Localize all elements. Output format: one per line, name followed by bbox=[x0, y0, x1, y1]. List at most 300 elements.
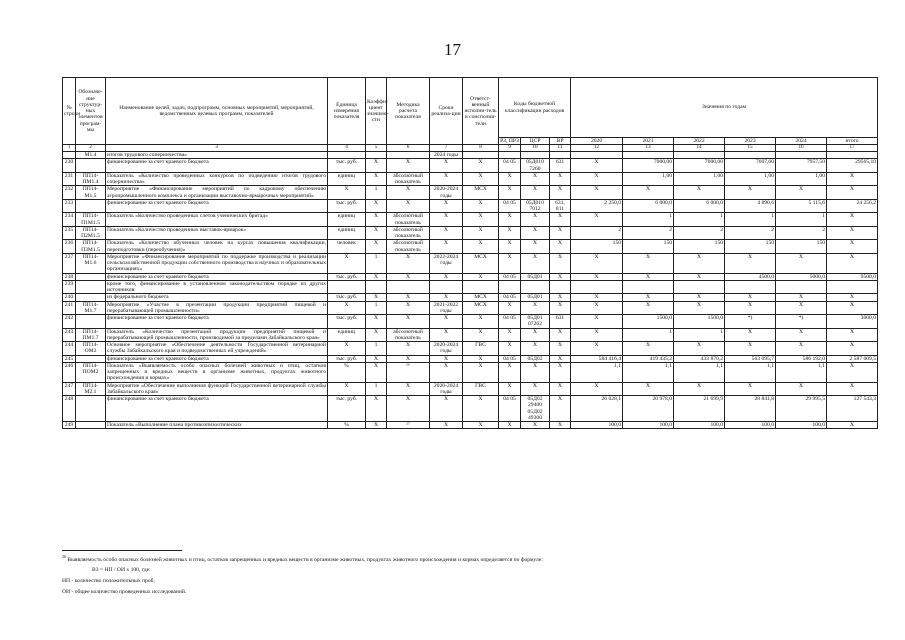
row-2020: 1,1 bbox=[571, 362, 623, 382]
row-code: ПП14-М1.6 bbox=[76, 253, 106, 273]
row-2021: 150 bbox=[623, 240, 674, 254]
column-number: 16 bbox=[776, 145, 827, 152]
row-2022: 150 bbox=[674, 240, 725, 254]
row-rz: Х bbox=[499, 342, 521, 356]
row-csr: Х bbox=[521, 342, 550, 356]
row-2020: 2 bbox=[571, 226, 623, 240]
row-name: финансирование за счет краевого бюджета bbox=[106, 355, 328, 362]
row-coefficient: Х bbox=[366, 396, 387, 422]
row-2022: 100,0 bbox=[674, 422, 725, 429]
row-unit: тыс. руб. bbox=[328, 396, 366, 422]
row-2024: 100,0 bbox=[776, 422, 827, 429]
row-vr: Х bbox=[550, 213, 571, 227]
row-term: Х bbox=[430, 213, 463, 227]
row-2021: Х bbox=[623, 273, 674, 280]
row-2024: *) bbox=[776, 315, 827, 329]
row-vr: 631 bbox=[550, 315, 571, 329]
row-csr: 05Д010 7012 bbox=[521, 199, 550, 213]
row-2024: 5 115,6 bbox=[776, 199, 827, 213]
row-2020 bbox=[571, 280, 623, 294]
row-total: Х bbox=[827, 362, 878, 382]
row-coefficient: Х bbox=[366, 355, 387, 362]
row-responsible: Х bbox=[463, 226, 499, 240]
row-csr: 05Д01 bbox=[521, 273, 550, 280]
row-vr: 631, 811 bbox=[550, 199, 571, 213]
row-term: Х bbox=[430, 159, 463, 173]
row-unit: тыс. руб. bbox=[328, 159, 366, 173]
table-row bbox=[63, 280, 878, 294]
row-code: ПП14-ПОМ2 bbox=[76, 362, 106, 382]
row-2022: Х bbox=[674, 273, 725, 280]
row-coefficient: Х bbox=[366, 315, 387, 329]
row-number: 240 bbox=[63, 294, 76, 301]
row-code: ПП14-М2.1 bbox=[76, 382, 106, 396]
header-term: Сроки реализа-ции bbox=[430, 78, 463, 145]
row-coefficient: Х bbox=[366, 422, 387, 429]
row-rz: 04 05 bbox=[499, 315, 521, 329]
row-number: 243 bbox=[63, 328, 76, 342]
row-2020: Х bbox=[571, 159, 623, 173]
row-csr: Х bbox=[521, 240, 550, 254]
row-responsible bbox=[463, 152, 499, 159]
row-number: 234 bbox=[63, 213, 76, 227]
row-2023: 4500,0 bbox=[725, 273, 776, 280]
row-csr: Х bbox=[521, 301, 550, 315]
row-name: Основное мероприятие «Обеспечение деятельности Государственной ветеринарной службы Забайкальского края и подведомственных ей учреждений» bbox=[107, 342, 326, 355]
row-rz: Х bbox=[499, 172, 521, 186]
program-table bbox=[62, 77, 878, 429]
row-2020: 26 028,1 bbox=[571, 396, 623, 422]
row-2022: Х bbox=[674, 342, 725, 356]
row-name: Показатель «Количество проведенных слетов ученических бригад» bbox=[106, 213, 328, 227]
row-method: Х bbox=[387, 396, 430, 422]
row-2024: Х bbox=[776, 342, 827, 356]
row-total: Х bbox=[827, 382, 878, 396]
row-term: Х bbox=[430, 422, 463, 429]
table-row bbox=[63, 253, 878, 273]
table-row bbox=[63, 159, 878, 173]
row-term: 2020-2024 годы bbox=[430, 186, 463, 200]
row-name: финансирование за счет краевого бюджета bbox=[106, 396, 328, 422]
row-2022: 1500,0 bbox=[674, 315, 725, 329]
row-2023: 150 bbox=[725, 240, 776, 254]
row-unit: % bbox=[328, 362, 366, 382]
row-term: Х bbox=[430, 315, 463, 329]
row-unit: тыс. руб. bbox=[328, 294, 366, 301]
row-2024: Х bbox=[776, 294, 827, 301]
row-2020: Х bbox=[571, 253, 623, 273]
row-csr: Х bbox=[521, 328, 550, 342]
row-term: Х bbox=[430, 328, 463, 342]
row-total: 127 543,3 bbox=[827, 396, 878, 422]
row-responsible: Х bbox=[463, 315, 499, 329]
header-unit: Единица измерения показателя bbox=[328, 78, 366, 145]
row-2023: 4 890,6 bbox=[725, 199, 776, 213]
row-2022: Х bbox=[674, 301, 725, 315]
row-method: Х bbox=[387, 253, 430, 273]
row-2023 bbox=[725, 152, 776, 159]
row-number: 236 bbox=[63, 240, 76, 254]
column-number: 15 bbox=[725, 145, 776, 152]
row-unit: единиц bbox=[328, 172, 366, 186]
row-coefficient: Х bbox=[366, 199, 387, 213]
row-name: финансирование за счет краевого бюджета bbox=[106, 159, 328, 173]
row-total: Х bbox=[827, 186, 878, 200]
row-2021: Х bbox=[623, 342, 674, 356]
row-rz: Х bbox=[499, 213, 521, 227]
row-term: Х bbox=[430, 226, 463, 240]
row-name: Мероприятие «Обеспечение выполнения функций Государственной ветеринарной службы Забайкальского края» bbox=[107, 382, 326, 395]
row-number: 246 bbox=[63, 362, 76, 382]
row-total: 9500,0 bbox=[827, 273, 878, 280]
row-csr: Х bbox=[521, 362, 550, 382]
row-2024: 1 bbox=[776, 213, 827, 227]
row-2024 bbox=[776, 152, 827, 159]
row-csr bbox=[521, 152, 550, 159]
row-term: Х bbox=[430, 172, 463, 186]
row-2024: 2 bbox=[776, 226, 827, 240]
row-rz: Х bbox=[499, 186, 521, 200]
table-row bbox=[63, 315, 878, 329]
row-total: 24 256,2 bbox=[827, 199, 878, 213]
row-code: ПП14-М1.7 bbox=[76, 301, 106, 315]
row-coefficient: 1 bbox=[366, 186, 387, 200]
row-2023: 28 841,8 bbox=[725, 396, 776, 422]
row-term: Х bbox=[430, 362, 463, 382]
header-rz: РЗ, ПРЗ bbox=[500, 138, 519, 144]
row-number: 242 bbox=[63, 315, 76, 329]
row-2021: 1500,0 bbox=[623, 315, 674, 329]
column-number: 2 bbox=[76, 145, 106, 152]
row-2022: 2 bbox=[674, 226, 725, 240]
row-method: Х bbox=[387, 294, 430, 301]
header-method: Методика расчета показателя bbox=[387, 78, 430, 145]
row-vr: Х bbox=[550, 226, 571, 240]
row-name: кроме того, финансирование в установленном законодательством порядке из других источников: bbox=[107, 280, 326, 294]
table-row bbox=[63, 355, 878, 362]
row-2022 bbox=[674, 152, 725, 159]
table-row bbox=[63, 213, 878, 227]
row-number: 232 bbox=[63, 186, 76, 200]
column-number: 14 bbox=[674, 145, 725, 152]
table-row bbox=[63, 240, 878, 254]
table-row bbox=[63, 199, 878, 213]
row-unit: тыс. руб. bbox=[328, 199, 366, 213]
row-2022: Х bbox=[674, 186, 725, 200]
row-total: Х bbox=[827, 172, 878, 186]
header-name: Наименование целей, задач, подпрограмм, основных мероприятий, мероприятий, ведомственных целевых программ, показателей bbox=[106, 78, 328, 145]
row-code: ПП14-П3М1.5 bbox=[76, 240, 106, 254]
row-vr: Х bbox=[550, 342, 571, 356]
row-term: 2024 годы bbox=[430, 152, 463, 159]
column-number: 8 bbox=[463, 145, 499, 152]
row-total: 2 587 009,5 bbox=[827, 355, 878, 362]
row-rz: 04 05 bbox=[499, 273, 521, 280]
row-2020: 150 bbox=[571, 240, 623, 254]
row-unit: единиц bbox=[328, 328, 366, 342]
row-responsible: МСХ bbox=[463, 253, 499, 273]
row-rz: Х bbox=[499, 253, 521, 273]
row-2022: Х bbox=[674, 253, 725, 273]
row-coefficient: Х bbox=[366, 362, 387, 382]
row-method: ²⁶ bbox=[387, 362, 430, 382]
row-number: 247 bbox=[63, 382, 76, 396]
row-term: Х bbox=[430, 294, 463, 301]
footnote-rule bbox=[62, 550, 182, 551]
table-row bbox=[63, 273, 878, 280]
row-unit: человек bbox=[328, 240, 366, 254]
row-method: Х bbox=[387, 355, 430, 362]
row-responsible: МСХ bbox=[463, 186, 499, 200]
row-method bbox=[387, 152, 430, 159]
row-csr: 05Д02 bbox=[521, 355, 550, 362]
row-method: Х bbox=[387, 382, 430, 396]
table-row bbox=[63, 152, 878, 159]
row-total: 29565,10 bbox=[827, 159, 878, 173]
row-2023: 1,00 bbox=[725, 172, 776, 186]
row-csr: Х bbox=[521, 226, 550, 240]
row-code: ПП14-П2М1.5 bbox=[76, 226, 106, 240]
footnote-body: Выявляемость особо опасных болезней животных и птиц, остатков запрещенных и вредных веществ в организме животных, продуктах животного происхождения и кормах определяется по формуле: bbox=[67, 556, 543, 563]
row-name: Показатель «Количество проведенных конкурсов по подведению итогов трудового соперничества» bbox=[107, 172, 326, 186]
row-code bbox=[76, 294, 106, 301]
row-method: Х bbox=[387, 301, 430, 315]
row-term: 2022-2024 годы bbox=[430, 253, 463, 273]
row-name: Показатель «Выявляемость особо опасных болезней животных и птиц, остатков запрещенных и вредных веществ в организме животных, продуктах животного происхождения и кормах» bbox=[107, 362, 326, 382]
row-number: 249 bbox=[63, 422, 76, 429]
header-code: Обозначе-ние структур-ных элементов програм-мы bbox=[76, 78, 106, 145]
row-responsible: ГВС bbox=[463, 342, 499, 356]
row-responsible: Х bbox=[463, 328, 499, 342]
footnote-def-2: ОИ - общее количество проведенных исследований. bbox=[62, 588, 187, 595]
header-vr: ВР bbox=[550, 138, 571, 145]
row-2024: 586 192,0 bbox=[776, 355, 827, 362]
row-rz: 04 05 bbox=[499, 294, 521, 301]
row-2024: 150 bbox=[776, 240, 827, 254]
header-responsible: Ответст-венный исполни-тель и соисполни-тели bbox=[463, 78, 499, 145]
row-unit bbox=[328, 152, 366, 159]
row-2024: 1,00 bbox=[776, 172, 827, 186]
row-2022: 6 000,0 bbox=[674, 199, 725, 213]
table-row bbox=[63, 382, 878, 396]
row-2020: Х bbox=[571, 294, 623, 301]
row-2020: Х bbox=[571, 328, 623, 342]
row-2020: 2 250,0 bbox=[571, 199, 623, 213]
row-code: ПП14-П1М1.5 bbox=[76, 213, 106, 227]
table-row bbox=[63, 362, 878, 382]
row-method: Х bbox=[387, 199, 430, 213]
row-vr bbox=[550, 280, 571, 294]
row-total bbox=[827, 280, 878, 294]
row-2023 bbox=[725, 280, 776, 294]
row-2024: Х bbox=[776, 186, 827, 200]
column-number-row bbox=[63, 145, 878, 152]
row-2023: Х bbox=[725, 253, 776, 273]
row-2021 bbox=[623, 152, 674, 159]
footnote-text bbox=[62, 553, 862, 565]
row-2022: 433 870,2 bbox=[674, 355, 725, 362]
row-2021: Х bbox=[623, 301, 674, 315]
row-code bbox=[76, 422, 106, 429]
row-number: 237 bbox=[63, 253, 76, 273]
row-responsible: Х bbox=[463, 396, 499, 422]
row-code bbox=[76, 159, 106, 173]
row-responsible: Х bbox=[463, 422, 499, 429]
row-name: Мероприятие «Финансирование мероприятий по кадровому обеспечению агропромышленного комплекса и организации выставочно-ярмарочных мероприятий» bbox=[107, 186, 326, 199]
row-code bbox=[76, 280, 106, 294]
row-number: 230 bbox=[63, 159, 76, 173]
row-unit: Х bbox=[328, 342, 366, 356]
row-code bbox=[76, 199, 106, 213]
row-2023: Х bbox=[725, 328, 776, 342]
row-responsible bbox=[463, 280, 499, 294]
row-rz: Х bbox=[499, 362, 521, 382]
row-2020: Х bbox=[571, 301, 623, 315]
row-term: Х bbox=[430, 240, 463, 254]
header-csr: ЦСР bbox=[521, 138, 550, 145]
row-code bbox=[76, 315, 106, 329]
column-number: 7 bbox=[430, 145, 463, 152]
row-unit: Х bbox=[328, 382, 366, 396]
row-csr: Х bbox=[521, 422, 550, 429]
row-2022: 1,00 bbox=[674, 172, 725, 186]
row-2022: 1,1 bbox=[674, 362, 725, 382]
row-vr: Х bbox=[550, 172, 571, 186]
column-number: 5 bbox=[366, 145, 387, 152]
row-unit: Х bbox=[328, 301, 366, 315]
row-rz: Х bbox=[499, 422, 521, 429]
row-csr: 05Д01 bbox=[521, 294, 550, 301]
row-total: Х bbox=[827, 226, 878, 240]
row-coefficient: 1 bbox=[366, 253, 387, 273]
row-2020: Х bbox=[571, 342, 623, 356]
row-2023: 1,1 bbox=[725, 362, 776, 382]
row-2023: *) bbox=[725, 315, 776, 329]
row-code bbox=[76, 273, 106, 280]
row-2023: Х bbox=[725, 342, 776, 356]
row-rz bbox=[499, 152, 521, 159]
row-responsible: Х bbox=[463, 213, 499, 227]
row-term: Х bbox=[430, 355, 463, 362]
row-unit: Х bbox=[328, 186, 366, 200]
row-2024: Х bbox=[776, 382, 827, 396]
header-year-2022: 2022 bbox=[674, 138, 725, 145]
row-name: Мероприятие «Участие в презентации продукции предприятий пищевой и перерабатывающей промышленности» bbox=[107, 301, 326, 314]
row-rz: Х bbox=[499, 382, 521, 396]
column-number: 12 bbox=[571, 145, 623, 152]
header-coefficient: Коэффи-циент значимо-сти bbox=[366, 78, 387, 145]
row-csr: 05Д01 07262 bbox=[521, 315, 550, 329]
row-term: 2021-2022 годы bbox=[430, 301, 463, 315]
row-2022: 1 bbox=[674, 213, 725, 227]
row-responsible: МСХ bbox=[463, 301, 499, 315]
footnote-mark: 26 bbox=[62, 554, 66, 559]
column-number: 3 bbox=[106, 145, 328, 152]
row-2020: Х bbox=[571, 186, 623, 200]
row-2023: Х bbox=[725, 301, 776, 315]
row-code: ПП14-ПМ1.7 bbox=[76, 328, 106, 342]
row-coefficient: Х bbox=[366, 213, 387, 227]
row-code: М1.4 bbox=[76, 152, 106, 159]
row-unit bbox=[328, 280, 366, 294]
row-code: ПП14-М1.5 bbox=[76, 186, 106, 200]
row-term: 2020-2024 годы bbox=[430, 382, 463, 396]
row-unit: тыс. руб. bbox=[328, 273, 366, 280]
row-2020: Х bbox=[571, 315, 623, 329]
row-method: ²⁷ bbox=[387, 422, 430, 429]
page-number: 17 bbox=[444, 40, 461, 59]
row-term: 2020-2024 годы bbox=[430, 342, 463, 356]
column-number: 17 bbox=[827, 145, 878, 152]
row-coefficient bbox=[366, 280, 387, 294]
row-2024 bbox=[776, 280, 827, 294]
row-rz: Х bbox=[499, 301, 521, 315]
row-name: финансирование за счет краевого бюджета bbox=[106, 273, 328, 280]
row-csr: 05Д02 29400 05Д02 49300 bbox=[521, 396, 550, 422]
row-total: Х bbox=[827, 240, 878, 254]
row-2022: Х bbox=[674, 294, 725, 301]
row-name: Показатель «Количество проведенных выставок-ярмарок» bbox=[106, 226, 328, 240]
row-2024: 7957,50 bbox=[776, 159, 827, 173]
row-term: Х bbox=[430, 199, 463, 213]
row-unit: Х bbox=[328, 253, 366, 273]
row-2021: 100,0 bbox=[623, 422, 674, 429]
row-2022: 7000,00 bbox=[674, 159, 725, 173]
row-vr: Х bbox=[550, 301, 571, 315]
row-number: 231 bbox=[63, 172, 76, 186]
row-2021: 7000,00 bbox=[623, 159, 674, 173]
row-number bbox=[63, 152, 76, 159]
row-vr: Х bbox=[550, 328, 571, 342]
table-row bbox=[63, 342, 878, 356]
row-rz: Х bbox=[499, 328, 521, 342]
row-name: финансирование за счет краевого бюджета bbox=[106, 315, 328, 329]
row-rz: 04 05 bbox=[499, 396, 521, 422]
row-code bbox=[76, 355, 106, 362]
row-total: Х bbox=[827, 301, 878, 315]
row-code: ПП14-ПМ1.4 bbox=[76, 172, 106, 186]
row-responsible: Х bbox=[463, 273, 499, 280]
row-coefficient: 1 bbox=[366, 382, 387, 396]
row-csr: Х bbox=[521, 213, 550, 227]
row-2021: 1,1 bbox=[623, 362, 674, 382]
column-number: 1 bbox=[63, 145, 76, 152]
table-row bbox=[63, 226, 878, 240]
row-coefficient bbox=[366, 152, 387, 159]
row-coefficient: 1 bbox=[366, 301, 387, 315]
table-row bbox=[63, 328, 878, 342]
table-row bbox=[63, 301, 878, 315]
row-code bbox=[76, 396, 106, 422]
row-responsible: Х bbox=[463, 355, 499, 362]
row-name: Показатель «Количество презентаций продукции предприятий пищевой и перерабатывающей промышленности, производимой за пределами Забайкальского края» bbox=[107, 328, 326, 341]
row-term: Х bbox=[430, 273, 463, 280]
row-method: Х bbox=[387, 315, 430, 329]
row-2024: Х bbox=[776, 253, 827, 273]
row-number: 235 bbox=[63, 226, 76, 240]
row-2021: Х bbox=[623, 253, 674, 273]
row-2022: 21 699,9 bbox=[674, 396, 725, 422]
row-method bbox=[387, 280, 430, 294]
row-number: 238 bbox=[63, 273, 76, 280]
row-rz: 04 05 bbox=[499, 199, 521, 213]
row-2021: 1 bbox=[623, 213, 674, 227]
row-2022 bbox=[674, 280, 725, 294]
row-csr bbox=[521, 280, 550, 294]
row-2024: 1,1 bbox=[776, 362, 827, 382]
row-2022: 1 bbox=[674, 328, 725, 342]
row-2023: 100,0 bbox=[725, 422, 776, 429]
